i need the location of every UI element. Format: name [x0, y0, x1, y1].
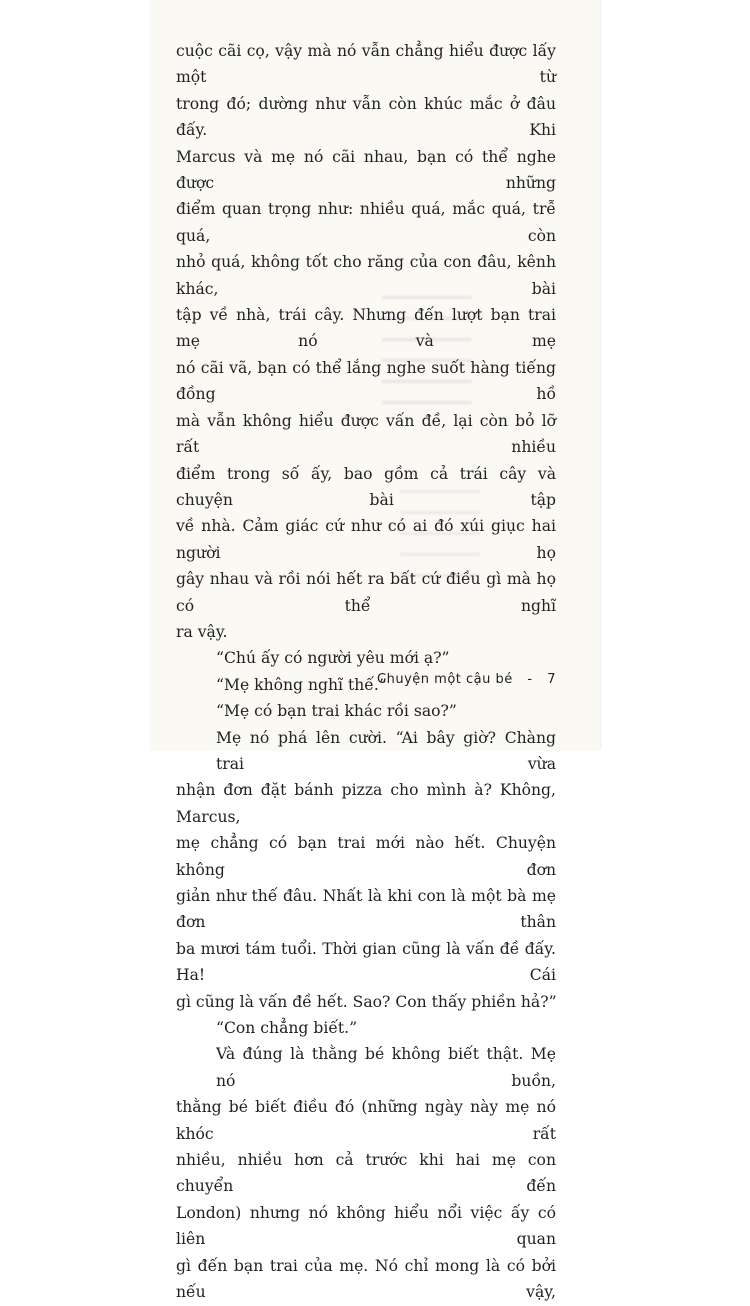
text-line: điểm quan trọng như: nhiều quá, mắc quá, trễ quá, còn: [176, 200, 556, 245]
text-line: về nhà. Cảm giác cứ như có ai đó xúi giục hai người họ: [176, 517, 556, 562]
text-line: gì cũng là vấn đề hết. Sao? Con thấy phiền hả?”: [176, 992, 557, 1011]
text-line: mà vẫn không hiểu được vấn đề, lại còn bỏ lỡ rất nhiều: [176, 411, 556, 457]
text-line: mẹ chẳng có bạn trai mới nào hết. Chuyện không đơn: [176, 834, 556, 879]
text-line: “Con chẳng biết.”: [216, 1019, 358, 1038]
text-line: ra vậy.: [176, 622, 228, 641]
text-line: ba mươi tám tuổi. Thời gian cũng là vấn đề đấy. Ha! Cái: [176, 939, 556, 985]
text-line: nhiều, nhiều hơn cả trước khi hai mẹ con chuyển đến: [176, 1151, 556, 1196]
text-line: nó cãi vã, bạn có thể lắng nghe suốt hàng tiếng đồng hồ: [176, 358, 556, 404]
page-number: 7: [547, 672, 556, 687]
text-line: điểm trong số ấy, bao gồm cả trái cây và chuyện bài tập: [176, 464, 556, 509]
text-line: nhỏ quá, không tốt cho răng của con đâu, kênh khác, bài: [176, 253, 556, 298]
text-line: cuộc cãi cọ, vậy mà nó vẫn chẳng hiểu được lấy một từ: [176, 42, 556, 87]
text-line: London) nhưng nó không hiểu nổi việc ấy có liên quan: [176, 1203, 556, 1249]
text-line: “Mẹ có bạn trai khác rồi sao?”: [216, 702, 457, 721]
text-line: gây nhau và rồi nói hết ra bất cứ điều gì mà họ có thể nghĩ: [176, 570, 556, 615]
text-line: Marcus và mẹ nó cãi nhau, bạn có thể nghe được những: [176, 147, 556, 193]
footer-separator: -: [527, 672, 533, 687]
page-footer: [356, 672, 556, 687]
text-line: “Mẹ không nghĩ thế.”: [216, 675, 387, 694]
text-line: trong đó; dường như vẫn còn khúc mắc ở đâu đấy. Khi: [176, 94, 556, 140]
text-line: gì đến bạn trai của mẹ. Nó chỉ mong là có bởi nếu vậy,: [176, 1256, 556, 1302]
text-line: thằng bé biết điều đó (những ngày này mẹ nó khóc rất: [176, 1098, 556, 1143]
text-line: Và đúng là thằng bé không biết thật. Mẹ nó buồn,: [216, 1045, 556, 1090]
text-line: “Chú ấy có người yêu mới ạ?”: [216, 649, 450, 668]
text-line: Mẹ nó phá lên cười. “Ai bây giờ? Chàng trai vừa: [216, 728, 556, 773]
running-title: Chuyện một cậu bé: [377, 672, 513, 687]
text-line: giản như thế đâu. Nhất là khi con là một bà mẹ đơn thân: [176, 887, 556, 932]
text-line: nhận đơn đặt bánh pizza cho mình à? Không, Marcus,: [176, 781, 556, 826]
text-line: tập về nhà, trái cây. Nhưng đến lượt bạn trai mẹ nó và mẹ: [176, 306, 556, 351]
